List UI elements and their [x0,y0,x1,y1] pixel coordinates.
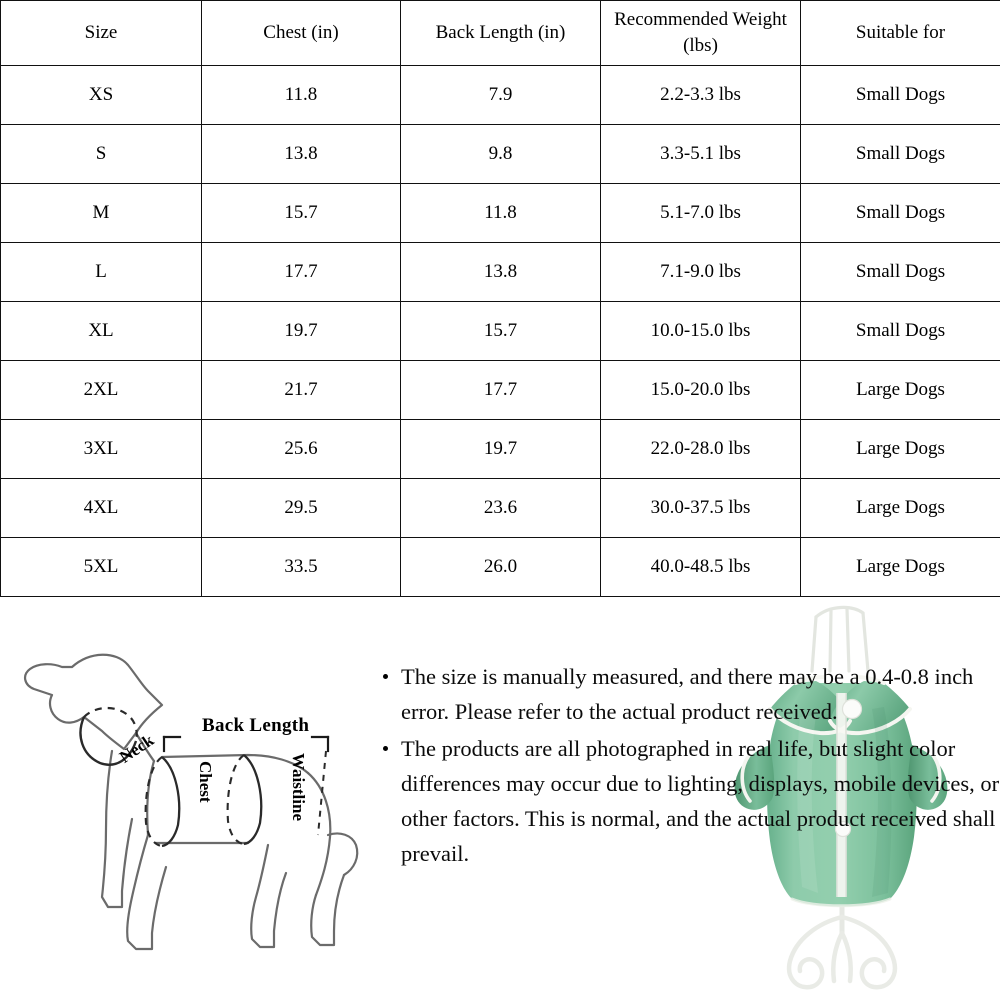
cell-weight: 15.0-20.0 lbs [601,361,801,420]
cell-back-length: 9.8 [401,125,601,184]
cell-size: M [1,184,202,243]
cell-chest: 25.6 [202,420,401,479]
table-row [1,538,1000,597]
cell-weight: 3.3-5.1 lbs [601,125,801,184]
cell-chest: 17.7 [202,243,401,302]
column-header-back-length: Back Length (in) [401,1,601,66]
note-item [401,731,1000,871]
table-row [1,66,1000,125]
note-text: The products are all photographed in real life, but slight color differences may occur due to lighting, displays, mobile devices, or other factors. This is normal, and the actual product received shall prevail. [401,736,999,866]
cell-size: 5XL [1,538,202,597]
cell-back-length: 7.9 [401,66,601,125]
table-row [1,302,1000,361]
product-notes-list [375,659,1000,873]
cell-weight: 22.0-28.0 lbs [601,420,801,479]
table-header [1,1,1000,66]
cell-suitable-for: Small Dogs [801,243,1000,302]
cell-chest: 13.8 [202,125,401,184]
cell-weight: 30.0-37.5 lbs [601,479,801,538]
cell-size: XS [1,66,202,125]
bullet-dot-icon [383,674,388,679]
diagram-label-back-length: Back Length [202,715,309,737]
cell-back-length: 23.6 [401,479,601,538]
cell-size: XL [1,302,202,361]
cell-suitable-for: Small Dogs [801,184,1000,243]
cell-chest: 29.5 [202,479,401,538]
cell-chest: 11.8 [202,66,401,125]
cell-size: S [1,125,202,184]
cell-back-length: 11.8 [401,184,601,243]
diagram-label-chest: Chest [195,761,215,803]
table-row [1,361,1000,420]
diagram-label-neck: Neck [116,730,158,767]
table-header-row [1,1,1000,66]
cell-size: 3XL [1,420,202,479]
cell-weight: 2.2-3.3 lbs [601,66,801,125]
cell-size: 4XL [1,479,202,538]
cell-size: 2XL [1,361,202,420]
cell-back-length: 15.7 [401,302,601,361]
column-header-size: Size [1,1,202,66]
cell-suitable-for: Small Dogs [801,125,1000,184]
cell-back-length: 26.0 [401,538,601,597]
cell-weight: 5.1-7.0 lbs [601,184,801,243]
cell-weight: 40.0-48.5 lbs [601,538,801,597]
cell-chest: 19.7 [202,302,401,361]
cell-suitable-for: Large Dogs [801,538,1000,597]
cell-weight: 7.1-9.0 lbs [601,243,801,302]
diagram-label-waistline: Waistline [288,753,308,821]
table-body [1,66,1000,597]
column-header-weight: Recommended Weight (lbs) [601,1,801,66]
cell-suitable-for: Large Dogs [801,420,1000,479]
note-text: The size is manually measured, and there may be a 0.4-0.8 inch error. Please refer to the actual product received. [401,664,973,724]
cell-suitable-for: Small Dogs [801,66,1000,125]
cell-size: L [1,243,202,302]
table-row [1,125,1000,184]
cell-weight: 10.0-15.0 lbs [601,302,801,361]
cell-back-length: 17.7 [401,361,601,420]
cell-chest: 33.5 [202,538,401,597]
column-header-suitable-for: Suitable for [801,1,1000,66]
lower-panel [0,597,1000,1005]
dog-outline-icon [12,639,382,969]
dog-measurement-diagram [12,639,382,969]
note-item [401,659,1000,729]
cell-chest: 21.7 [202,361,401,420]
cell-back-length: 19.7 [401,420,601,479]
cell-back-length: 13.8 [401,243,601,302]
table-row [1,184,1000,243]
table-row [1,420,1000,479]
column-header-chest: Chest (in) [202,1,401,66]
cell-suitable-for: Large Dogs [801,479,1000,538]
cell-suitable-for: Small Dogs [801,302,1000,361]
back-length-bracket-icon [164,737,328,751]
cell-chest: 15.7 [202,184,401,243]
table-row [1,479,1000,538]
table-row [1,243,1000,302]
cell-suitable-for: Large Dogs [801,361,1000,420]
bullet-dot-icon [383,746,388,751]
